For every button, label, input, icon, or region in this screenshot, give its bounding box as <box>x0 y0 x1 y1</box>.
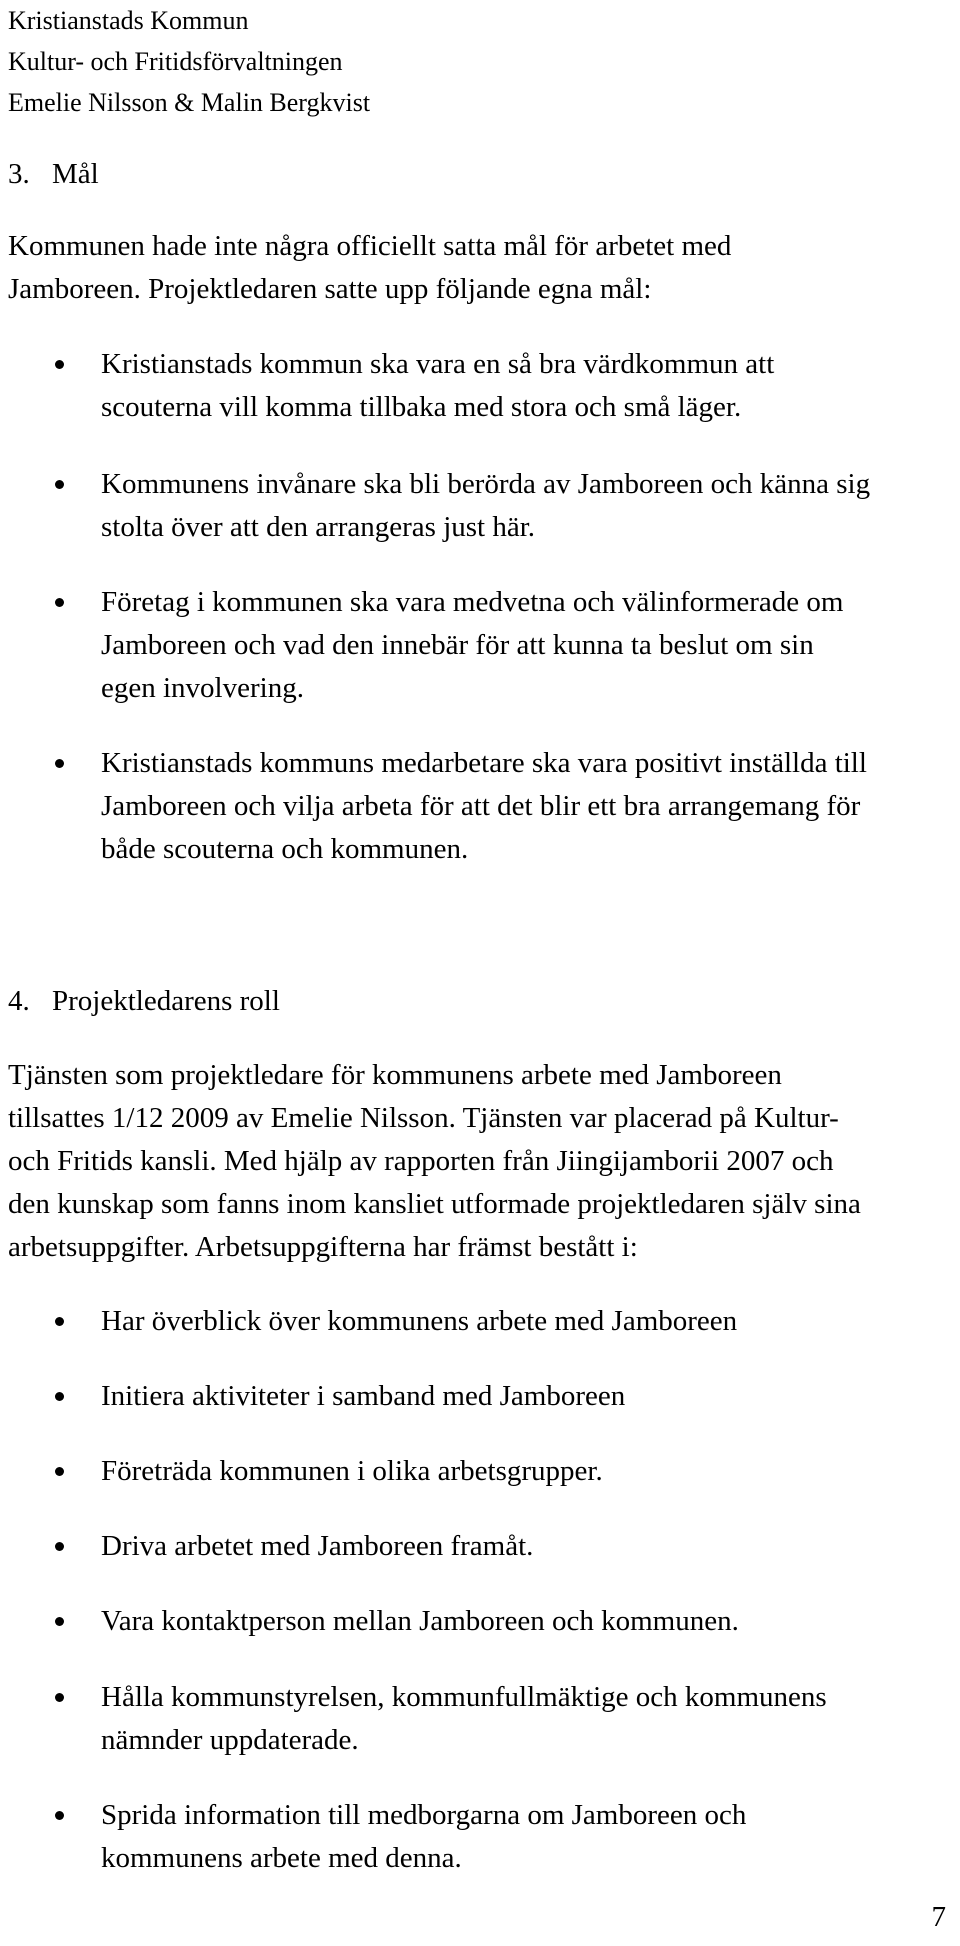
task-text <box>101 1300 951 1343</box>
document-header <box>8 0 370 123</box>
task-text <box>101 1375 951 1418</box>
task-text-line: Sprida information till medborgarna om Jamboreen och <box>101 1799 747 1831</box>
section-3-heading <box>8 154 99 194</box>
bullet-icon <box>55 598 64 607</box>
task-text <box>101 1600 951 1643</box>
goal-text-line: Kommunens invånare ska bli berörda av Jamboreen och känna sig <box>101 468 871 500</box>
section-4-intro-line: tillsattes 1/12 2009 av Emelie Nilsson. Tjänsten var placerad på Kultur- <box>8 1102 839 1134</box>
bullet-icon <box>55 360 64 369</box>
task-text-line: Initiera aktiviteter i samband med Jamboreen <box>101 1380 626 1412</box>
goal-text-line: Jamboreen och vad den innebär för att kunna ta beslut om sin <box>101 629 814 661</box>
goal-text-line: Kristianstads kommun ska vara en så bra värdkommun att <box>101 348 775 380</box>
bullet-icon <box>55 480 64 489</box>
section-4-intro <box>8 1054 928 1269</box>
goal-text-line: egen involvering. <box>101 672 304 704</box>
goal-text-line: scouterna vill komma tillbaka med stora och små läger. <box>101 391 742 423</box>
section-4-number: 4. <box>8 985 30 1017</box>
section-3-title: Mål <box>52 158 99 190</box>
goal-text <box>101 742 951 871</box>
section-4-title: Projektledarens roll <box>52 985 280 1017</box>
task-text <box>101 1794 951 1880</box>
task-text-line: Företräda kommunen i olika arbetsgrupper. <box>101 1455 603 1487</box>
bullet-icon <box>55 1467 64 1476</box>
task-text-line: nämnder uppdaterade. <box>101 1724 359 1756</box>
goal-text-line: Företag i kommunen ska vara medvetna och välinformerade om <box>101 586 844 618</box>
bullet-icon <box>55 1392 64 1401</box>
task-text-line: kommunens arbete med denna. <box>101 1842 462 1874</box>
section-4-intro-line: och Fritids kansli. Med hjälp av rapporten från Jiingijamborii 2007 och <box>8 1145 834 1177</box>
section-4-heading <box>8 981 280 1021</box>
section-3-intro <box>8 225 928 311</box>
section-4-intro-line: Tjänsten som projektledare för kommunens arbete med Jamboreen <box>8 1059 782 1091</box>
goal-text-line: både scouterna och kommunen. <box>101 833 469 865</box>
header-authors: Emelie Nilsson & Malin Bergkvist <box>8 88 371 117</box>
bullet-icon <box>55 1693 64 1702</box>
bullet-icon <box>55 1542 64 1551</box>
task-text-line: Hålla kommunstyrelsen, kommunfullmäktige och kommunens <box>101 1681 827 1713</box>
section-3-intro-line: Jamboreen. Projektledaren satte upp följande egna mål: <box>8 273 652 305</box>
task-text <box>101 1525 951 1568</box>
page-number: 7 <box>931 1901 946 1933</box>
task-text <box>101 1450 951 1493</box>
task-text-line: Driva arbetet med Jamboreen framåt. <box>101 1530 534 1562</box>
bullet-icon <box>55 1811 64 1820</box>
goal-text-line: Kristianstads kommuns medarbetare ska vara positivt inställda till <box>101 747 867 779</box>
task-text-line: Har överblick över kommunens arbete med Jamboreen <box>101 1305 738 1337</box>
task-text <box>101 1676 951 1762</box>
section-3-number: 3. <box>8 158 30 190</box>
goal-text-line: stolta över att den arrangeras just här. <box>101 511 536 543</box>
section-4-intro-line: den kunskap som fanns inom kansliet utformade projektledaren själv sina <box>8 1188 861 1220</box>
bullet-icon <box>55 759 64 768</box>
goal-text <box>101 343 951 429</box>
goal-text <box>101 463 951 549</box>
goal-text <box>101 581 951 710</box>
section-4-intro-line: arbetsuppgifter. Arbetsuppgifterna har främst bestått i: <box>8 1231 638 1263</box>
header-department: Kultur- och Fritidsförvaltningen <box>8 47 343 76</box>
goal-text-line: Jamboreen och vilja arbeta för att det blir ett bra arrangemang för <box>101 790 861 822</box>
header-organization: Kristianstads Kommun <box>8 6 249 35</box>
task-text-line: Vara kontaktperson mellan Jamboreen och kommunen. <box>101 1605 739 1637</box>
bullet-icon <box>55 1617 64 1626</box>
section-3-intro-line: Kommunen hade inte några officiellt satta mål för arbetet med <box>8 230 732 262</box>
bullet-icon <box>55 1317 64 1326</box>
